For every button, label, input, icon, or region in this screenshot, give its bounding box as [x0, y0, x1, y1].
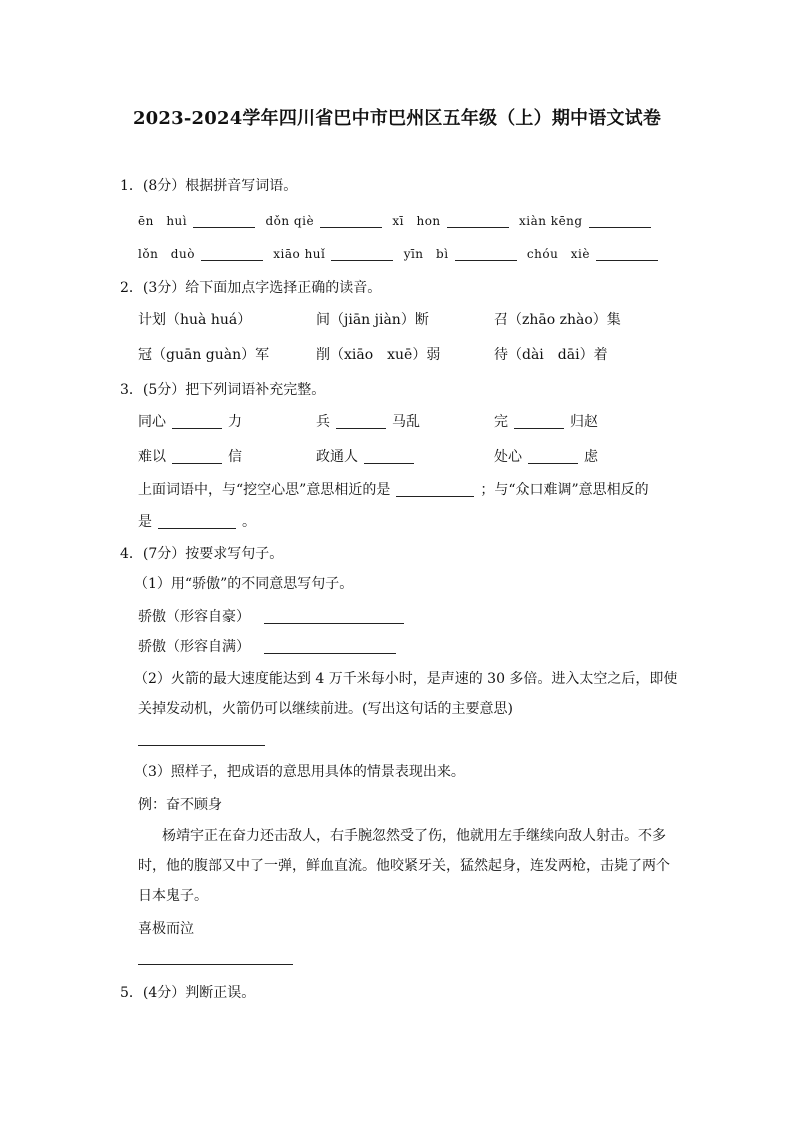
q4-task-word: 喜极而泣 [138, 921, 194, 937]
q3-item-2 [316, 413, 420, 431]
q3-followup-line-1 [138, 481, 649, 499]
answer-blank[interactable] [514, 414, 564, 429]
q4-sub-1: （1）用“骄傲”的不同意思写句子。 [134, 576, 354, 592]
question-4-header: 4．(7分）按要求写句子。 [120, 546, 284, 562]
q3-item-5 [316, 448, 420, 466]
followup-text: 。 [242, 514, 256, 530]
answer-blank[interactable] [172, 449, 222, 464]
answer-blank[interactable] [201, 246, 263, 261]
q3-item-4 [138, 448, 242, 466]
followup-text: 上面词语中，与“挖空心思”意思相近的是 [138, 482, 391, 498]
pinyin-5: lǒn duò [138, 247, 195, 261]
answer-blank[interactable] [264, 639, 396, 654]
q2-item-5: 削（xiāo xuē）弱 [316, 347, 441, 363]
question-1-header: 1．(8分）根据拼音写词语。 [120, 178, 298, 194]
pinyin-6: xiāo huǐ [273, 247, 326, 261]
word-prefix: 难以 [138, 449, 166, 465]
example-paragraph-line-2: 时，他的腹部又中了一弹，鲜血直流。他咬紧牙关，猛然起身，连发两枪，击毙了两个 [138, 858, 670, 874]
word-prefix: 政通人 [316, 449, 358, 465]
question-5-header: 5．(4分）判断正误。 [120, 985, 256, 1001]
page-title: 2023-2024学年四川省巴中市巴州区五年级（上）期中语文试卷 [132, 108, 662, 129]
answer-blank[interactable] [336, 414, 386, 429]
word-suffix: 信 [228, 449, 242, 465]
question-3-header: 3．(5分）把下列词语补充完整。 [120, 382, 326, 398]
q4-sub-1-a [138, 608, 410, 626]
q3-item-3 [494, 413, 598, 431]
q2-item-6: 待（dài dāi）着 [494, 347, 608, 363]
q4-sub-3: （3）照样子，把成语的意思用具体的情景表现出来。 [134, 764, 465, 780]
q2-item-2: 间（jiān jiàn）断 [316, 312, 429, 328]
pinyin-4: xiàn kēng [519, 214, 583, 228]
prompt-text: 骄傲（形容自满） [138, 639, 250, 655]
word-suffix: 归赵 [570, 414, 598, 430]
answer-blank[interactable] [320, 213, 382, 228]
answer-blank[interactable] [596, 246, 658, 261]
q4-sub-2-line-1: （2）火箭的最大速度能达到 4 万千米每小时，是声速的 30 多倍。进入太空之后，即使 [134, 671, 678, 687]
followup-text: ；与“众口难调”意思相反的 [480, 482, 649, 498]
q1-row-2 [138, 245, 664, 263]
word-prefix: 完 [494, 414, 508, 430]
answer-blank[interactable] [193, 213, 255, 228]
pinyin-1: ēn huì [138, 214, 188, 228]
pinyin-7: yīn bì [403, 247, 449, 261]
pinyin-2: dǒn qiè [265, 214, 315, 228]
answer-blank[interactable] [264, 609, 404, 624]
word-prefix: 同心 [138, 414, 166, 430]
q3-item-6 [494, 448, 598, 466]
answer-line[interactable] [138, 745, 265, 746]
answer-blank[interactable] [589, 213, 651, 228]
q2-item-3: 召（zhāo zhào）集 [494, 312, 621, 328]
answer-blank[interactable] [172, 414, 222, 429]
pinyin-8: chóu xiè [526, 247, 591, 261]
q4-sub-2-line-2: 关掉发动机，火箭仍可以继续前进。(写出这句话的主要意思) [138, 701, 513, 717]
answer-blank[interactable] [331, 246, 393, 261]
word-suffix: 虑 [584, 449, 598, 465]
q1-row-1 [138, 212, 657, 230]
q3-followup-line-2 [138, 513, 256, 531]
answer-blank[interactable] [364, 449, 414, 464]
question-2-header: 2．(3分）给下面加点字选择正确的读音。 [120, 280, 382, 296]
example-label: 例：奋不顾身 [138, 797, 222, 813]
prompt-text: 骄傲（形容自豪） [138, 609, 250, 625]
q3-item-1 [138, 413, 242, 431]
answer-blank[interactable] [528, 449, 578, 464]
q2-item-4: 冠（guān guàn）军 [138, 347, 270, 363]
q2-item-1: 计划（huà huá） [138, 312, 252, 328]
word-prefix: 兵 [316, 414, 330, 430]
q4-sub-1-b [138, 638, 402, 656]
pinyin-3: xī hon [392, 214, 441, 228]
example-paragraph-line-3: 日本鬼子。 [138, 888, 208, 904]
followup-text: 是 [138, 514, 152, 530]
answer-blank[interactable] [455, 246, 517, 261]
answer-blank[interactable] [396, 482, 474, 497]
answer-blank[interactable] [158, 514, 236, 529]
answer-line[interactable] [138, 964, 293, 965]
word-prefix: 处心 [494, 449, 522, 465]
word-suffix: 力 [228, 414, 242, 430]
word-suffix: 马乱 [392, 414, 420, 430]
example-paragraph-line-1: 杨靖宇正在奋力还击敌人，右手腕忽然受了伤，他就用左手继续向敌人射击。不多 [162, 828, 666, 844]
answer-blank[interactable] [447, 213, 509, 228]
